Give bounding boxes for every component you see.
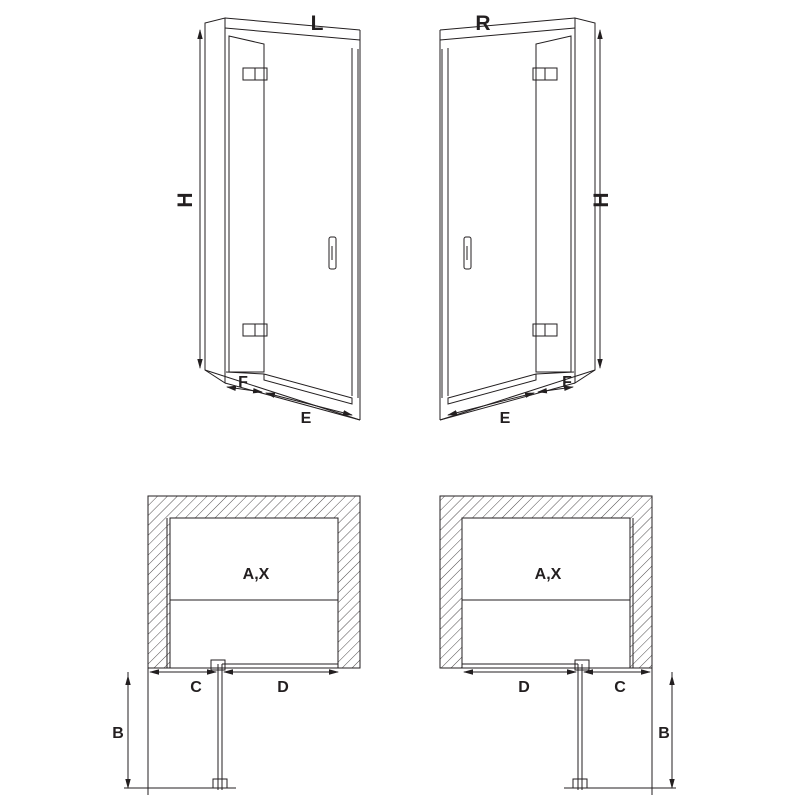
dim-label-e-right: E [499, 410, 511, 427]
dim-label-b-left: B [112, 725, 124, 742]
elevation-right-view [440, 18, 595, 420]
plan-right-dimensions [464, 668, 676, 795]
dim-label-b-right: B [658, 725, 670, 742]
dim-label-e-left: E [300, 410, 312, 427]
dim-label-c-left: C [190, 679, 202, 696]
plan-right-view [440, 496, 652, 790]
dim-label-h-left: H [174, 192, 197, 208]
dim-label-ax-right: A,X [534, 566, 562, 583]
dim-label-h-right: H [590, 192, 613, 208]
dim-label-c-right: C [614, 679, 626, 696]
dim-label-f-left: F [238, 374, 248, 391]
dim-label-ax-left: A,X [242, 566, 270, 583]
label-hand-left: L [310, 12, 324, 35]
elevation-left-view [205, 18, 360, 420]
elevation-left-dimensions [200, 30, 352, 415]
dim-label-d-left: D [277, 679, 289, 696]
label-hand-right: R [475, 12, 491, 35]
dim-label-d-right: D [518, 679, 530, 696]
dim-label-f-right: F [562, 374, 572, 391]
elevation-right-dimensions [448, 30, 600, 415]
plan-left-view [148, 496, 360, 790]
